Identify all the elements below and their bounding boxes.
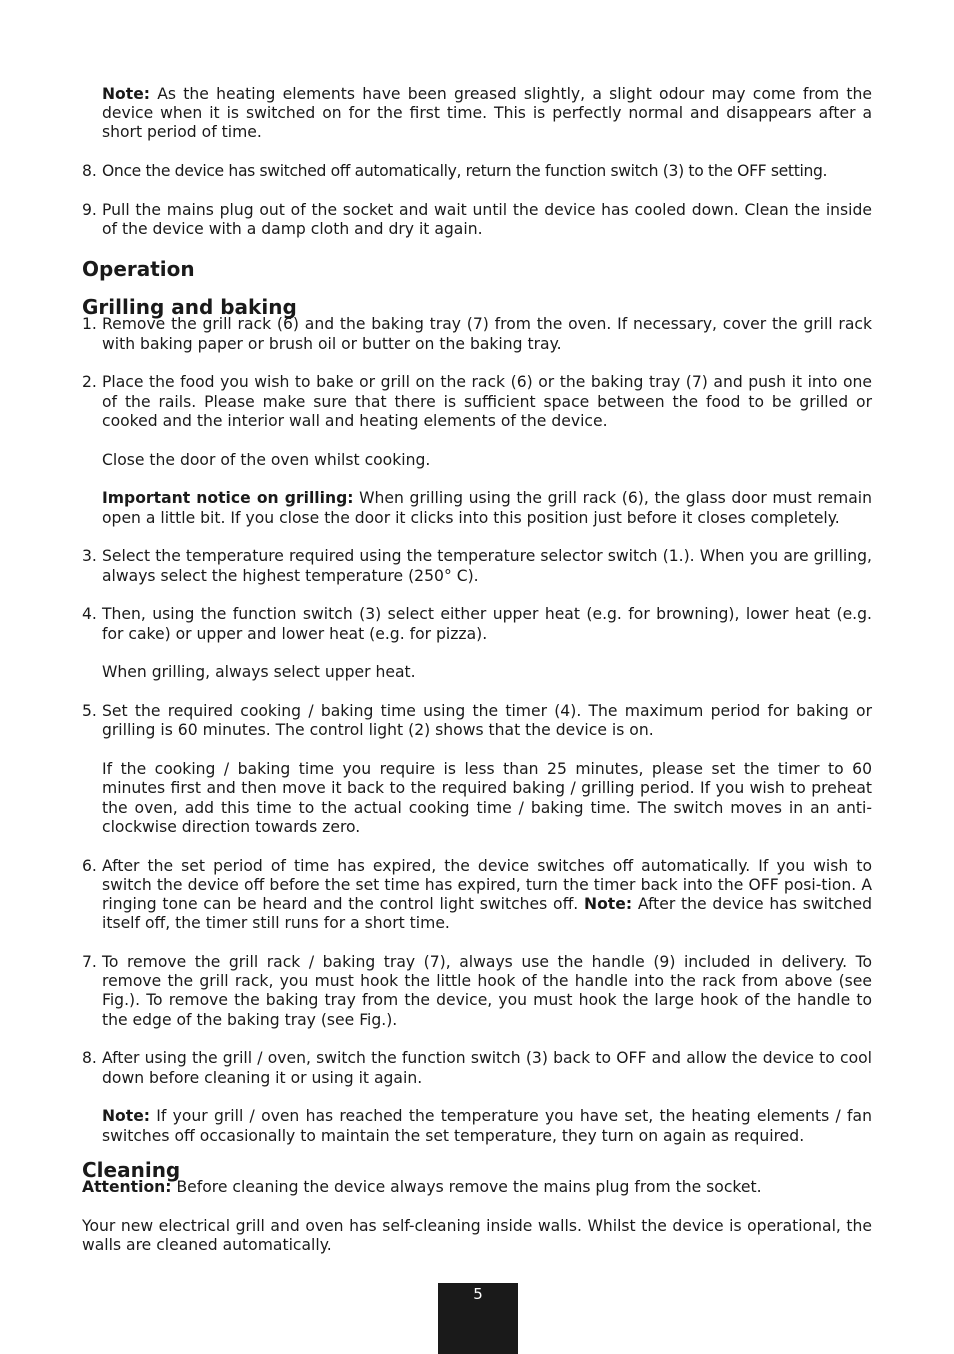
- item-text-a: After the set period of time has expired, the device switches off automatically. If you wish to switch the device off before the set time has expired, turn the timer back into the OFF posi-tion. A ringing tone can be heard and the control light switches off.: [102, 856, 872, 914]
- intro-note: [102, 85, 872, 143]
- item-number: 1.: [82, 315, 97, 334]
- timer-extra-text: If the cooking / baking time you require is less than 25 minutes, please set the timer to 60 minutes first and then move it back to the required baking / grilling period. If you wish to preheat the oven, add this time to the actual cooking time / baking time. The switch moves in an anti-clockwise direction towards zero.: [102, 760, 872, 836]
- page-number: 5: [438, 1283, 518, 1354]
- item-text: Remove the grill rack (6) and the baking tray (7) from the oven. If necessary, cover the grill rack with baking paper or brush oil or butter on the baking tray.: [102, 315, 872, 353]
- item-number: 3.: [82, 547, 97, 566]
- list-item: [82, 857, 872, 934]
- item-number: 4.: [82, 605, 97, 624]
- item-text-b: After the device has switched itself off, the timer still runs for a short time.: [102, 895, 872, 933]
- item-number: 5.: [82, 702, 97, 721]
- fan-note: [102, 1107, 872, 1145]
- note-label: Note:: [102, 1107, 151, 1126]
- item-text: Then, using the function switch (3) select either upper heat (e.g. for browning), lower heat (e.g. for cake) or upper and lower heat (e.g. for pizza).: [102, 605, 872, 643]
- note-text: If your grill / oven has reached the temperature you have set, the heating elements / fan switches off occasionally to maintain the set temperature, they turn on again as required.: [102, 1107, 872, 1145]
- close-door-text: Close the door of the oven whilst cooking.: [102, 450, 431, 469]
- item-number: 6.: [82, 856, 97, 875]
- list-item: [82, 547, 872, 585]
- list-item: [82, 201, 872, 239]
- list-item: [82, 702, 872, 740]
- item-text: Once the device has switched off automatically, return the function switch (3) to the OFF setting.: [102, 162, 828, 181]
- item-text: After using the grill / oven, switch the function switch (3) back to OFF and allow the device to cool down before cleaning it or using it again.: [102, 1049, 872, 1087]
- item-text: Select the temperature required using the temperature selector switch (1.). When you are grilling, always select the highest temperature (250° C).: [102, 547, 872, 585]
- page-content: [82, 85, 872, 1255]
- item-number: 2.: [82, 373, 97, 392]
- attention-label: Attention:: [82, 1177, 172, 1196]
- item-number: 8.: [82, 1049, 97, 1068]
- list-item: [82, 953, 872, 1030]
- note-text: As the heating elements have been greased slightly, a slight odour may come from the device when it is switched on for the first time. This is perfectly normal and disappears after a short period of time.: [102, 85, 872, 142]
- item-text: To remove the grill rack / baking tray (7), always use the handle (9) included in delivery. To remove the grill rack, you must hook the little hook of the handle into the rack from above (see Fig.). To remove the baking tray from the device, you must hook the large hook of the handle to the edge of the baking tray (see Fig.).: [102, 953, 872, 1029]
- list-item: [82, 162, 872, 181]
- item-text: [102, 857, 872, 934]
- heading-grilling-baking: Grilling and baking: [82, 295, 297, 320]
- list-item: [82, 315, 872, 353]
- list-item: [82, 1049, 872, 1087]
- attention-text: Before cleaning the device always remove the mains plug from the socket.: [171, 1177, 762, 1196]
- notice-text: When grilling using the grill rack (6), the glass door must remain open a little bit. If you close the door it clicks into this position just before it closes completely.: [102, 489, 872, 527]
- notice-label: Important notice on grilling:: [102, 489, 354, 508]
- grilling-notice: [102, 489, 872, 527]
- heading-cleaning: Cleaning: [82, 1157, 181, 1182]
- item-text: Place the food you wish to bake or grill on the rack (6) or the baking tray (7) and push it into one of the rails. Please make sure that there is sufficient space between the food to be grilled or cooked and the interior wall and heating elements of the device.: [102, 373, 872, 430]
- note-label: Note:: [102, 85, 151, 103]
- item-text: Pull the mains plug out of the socket and wait until the device has cooled down. Clean the inside of the device with a damp cloth and dry it again.: [102, 201, 872, 239]
- note-label: Note:: [584, 895, 633, 914]
- item-text: Set the required cooking / baking time using the timer (4). The maximum period for baking or grilling is 60 minutes. The control light (2) shows that the device is on.: [102, 702, 872, 740]
- list-item: [82, 605, 872, 643]
- list-item: [82, 373, 872, 431]
- item-number: 9.: [82, 201, 97, 219]
- upper-heat-text: When grilling, always select upper heat.: [102, 663, 416, 682]
- heading-operation: Operation: [82, 257, 195, 282]
- item-number: 7.: [82, 953, 97, 972]
- cleaning-paragraph: Your new electrical grill and oven has self-cleaning inside walls. Whilst the device is operational, the walls are cleaned automatically.: [82, 1216, 872, 1254]
- item-number: 8.: [82, 162, 97, 181]
- cleaning-attention: [82, 1178, 872, 1197]
